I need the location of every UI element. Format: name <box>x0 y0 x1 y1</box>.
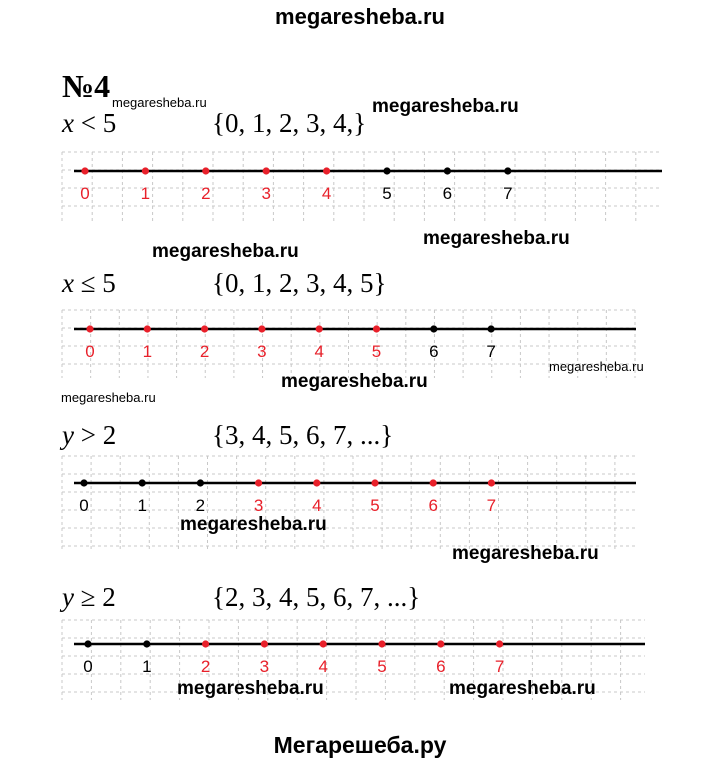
condition-3-var: y <box>62 420 74 450</box>
number-line-1 <box>62 152 662 222</box>
point-7 <box>496 640 503 647</box>
header-watermark: megaresheba.ru <box>275 4 445 29</box>
tick-label-1: 1 <box>142 342 153 361</box>
point-0 <box>84 640 91 647</box>
tick-label-5: 5 <box>382 184 392 203</box>
watermark: megaresheba.ru <box>549 359 644 374</box>
point-3 <box>261 640 268 647</box>
tick-label-7: 7 <box>494 657 505 676</box>
point-6 <box>430 479 437 486</box>
point-7 <box>504 167 511 174</box>
point-2 <box>202 167 209 174</box>
watermark: megaresheba.ru <box>152 241 299 262</box>
point-6 <box>430 325 437 332</box>
point-5 <box>371 479 378 486</box>
tick-label-0: 0 <box>83 657 93 676</box>
tick-label-2: 2 <box>200 657 211 676</box>
tick-label-4: 4 <box>312 496 322 515</box>
tick-label-6: 6 <box>436 657 446 676</box>
tick-label-5: 5 <box>370 496 380 515</box>
watermark: megaresheba.ru <box>281 371 428 392</box>
tick-label-7: 7 <box>486 342 496 361</box>
point-0 <box>86 325 93 332</box>
point-5 <box>378 640 385 647</box>
point-7 <box>488 479 495 486</box>
solution-set-2: {0, 1, 2, 3, 4, 5} <box>212 268 387 298</box>
point-1 <box>143 640 150 647</box>
tick-label-7: 7 <box>503 184 513 203</box>
point-4 <box>323 167 330 174</box>
watermark: megaresheba.ru <box>61 390 156 405</box>
footer-watermark: Мегарешеба.ру <box>273 732 447 758</box>
point-4 <box>313 479 320 486</box>
tick-label-7: 7 <box>486 496 497 515</box>
tick-label-3: 3 <box>259 657 270 676</box>
tick-label-6: 6 <box>442 184 453 203</box>
point-3 <box>255 479 262 486</box>
point-3 <box>263 167 270 174</box>
tick-label-3: 3 <box>253 496 264 515</box>
tick-label-3: 3 <box>257 342 267 361</box>
solution-set-1: {0, 1, 2, 3, 4,} <box>212 108 367 138</box>
point-6 <box>437 640 444 647</box>
point-5 <box>383 167 390 174</box>
point-6 <box>444 167 451 174</box>
tick-label-1: 1 <box>140 184 151 203</box>
point-0 <box>80 479 87 486</box>
watermark: megaresheba.ru <box>449 678 596 699</box>
tick-label-0: 0 <box>79 496 89 515</box>
tick-label-0: 0 <box>80 184 90 203</box>
tick-label-4: 4 <box>314 342 324 361</box>
point-4 <box>316 325 323 332</box>
point-7 <box>488 325 495 332</box>
watermark: megaresheba.ru <box>372 96 519 117</box>
point-2 <box>197 479 204 486</box>
solution-set-3: {3, 4, 5, 6, 7, ...} <box>212 420 394 450</box>
condition-3-op: > 2 <box>80 420 117 450</box>
point-4 <box>320 640 327 647</box>
point-2 <box>201 325 208 332</box>
watermark: megaresheba.ru <box>112 95 207 110</box>
point-1 <box>142 167 149 174</box>
watermark: megaresheba.ru <box>423 228 570 249</box>
point-0 <box>81 167 88 174</box>
point-3 <box>258 325 265 332</box>
task-number: №4 <box>62 68 111 104</box>
tick-label-2: 2 <box>199 342 210 361</box>
tick-label-6: 6 <box>428 496 438 515</box>
watermark: megaresheba.ru <box>180 514 327 535</box>
tick-label-4: 4 <box>318 657 328 676</box>
condition-1-var: x <box>62 108 74 138</box>
tick-label-4: 4 <box>321 184 332 203</box>
tick-label-6: 6 <box>429 342 439 361</box>
point-1 <box>144 325 151 332</box>
tick-label-5: 5 <box>377 657 387 676</box>
tick-label-0: 0 <box>85 342 95 361</box>
condition-2-var: x <box>62 268 74 298</box>
number-line-3 <box>62 456 636 552</box>
tick-label-3: 3 <box>261 184 271 203</box>
condition-4-op: ≥ 2 <box>80 582 116 612</box>
tick-label-2: 2 <box>201 184 211 203</box>
tick-label-2: 2 <box>195 496 206 515</box>
condition-2-op: ≤ 5 <box>80 268 116 298</box>
point-5 <box>373 325 380 332</box>
tick-label-1: 1 <box>137 496 147 515</box>
condition-4-var: y <box>62 582 74 612</box>
solution-set-4: {2, 3, 4, 5, 6, 7, ...} <box>212 582 421 612</box>
condition-1-op: < 5 <box>80 108 117 138</box>
tick-label-5: 5 <box>371 342 382 361</box>
point-1 <box>139 479 146 486</box>
tick-label-1: 1 <box>142 657 152 676</box>
point-2 <box>202 640 209 647</box>
watermark: megaresheba.ru <box>452 543 599 564</box>
watermark: megaresheba.ru <box>177 678 324 699</box>
